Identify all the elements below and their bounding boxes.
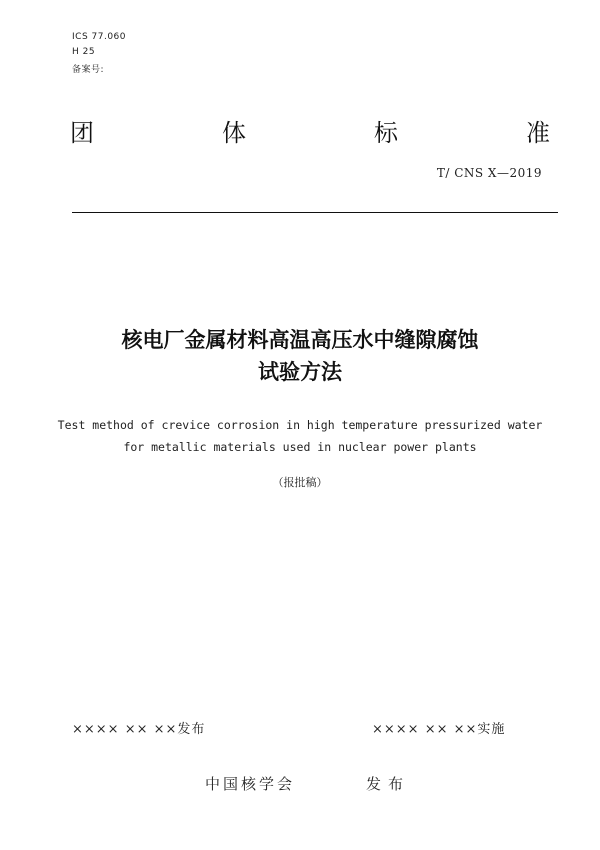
record-number-label: 备案号: <box>72 65 105 75</box>
title-en-line: for metallic materials used in nuclear power plants <box>123 440 477 454</box>
publisher-name: 中国核学会 <box>205 775 296 793</box>
ics-code: ICS 77.060 <box>72 32 127 42</box>
publish-label: 发布 <box>366 775 411 793</box>
header-char: 体 <box>222 119 246 147</box>
title-cn-line: 试验方法 <box>258 360 342 384</box>
implement-date: ×××× ×× ××实施 <box>372 722 506 737</box>
header-char: 团 <box>70 119 94 147</box>
header-divider <box>72 212 558 213</box>
header-char: 准 <box>526 119 550 147</box>
title-english <box>0 414 600 458</box>
title-chinese <box>0 324 600 388</box>
title-en-line: Test method of crevice corrosion in high temperature pressurized water <box>57 418 543 432</box>
issue-date: ×××× ×× ××发布 <box>72 722 206 737</box>
header-char: 标 <box>374 119 398 147</box>
ccs-code: H 25 <box>72 47 96 57</box>
title-cn-line: 核电厂金属材料高温高压水中缝隙腐蚀 <box>121 328 479 352</box>
standard-number: T/ CNS X—2019 <box>436 166 542 180</box>
draft-status: （报批稿） <box>272 476 328 489</box>
